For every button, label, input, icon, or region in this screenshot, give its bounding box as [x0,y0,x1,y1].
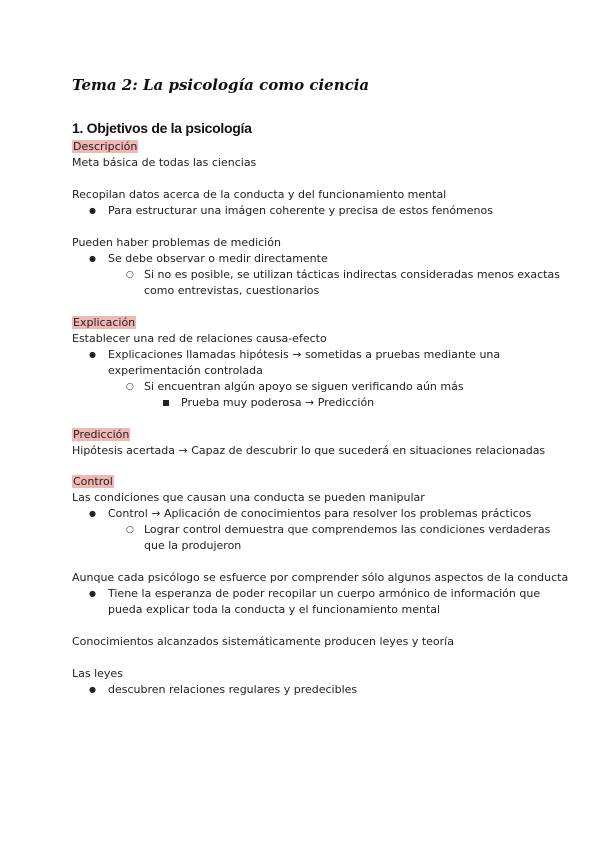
list-item: Tiene la esperanza de poder recopilar un cuerpo armónico de información que [108,587,541,600]
paragraph-line: Recopilan datos acerca de la conducta y del funcionamiento mental [72,188,447,201]
paragraph-line: Meta básica de todas las ciencias [72,156,257,169]
bullet-icon: ● [89,589,96,598]
subheading-control: Control [73,475,113,488]
list-item: Lograr control demuestra que comprendemos las condiciones verdaderas [144,523,551,536]
list-item: Si encuentran algún apoyo se siguen verificando aún más [144,380,464,393]
list-item-continuation: que la produjeron [144,539,242,552]
bullet-icon: ● [89,206,96,215]
list-item: Explicaciones llamadas hipótesis → sometidas a pruebas mediante una [108,348,501,361]
list-item: Si no es posible, se utilizan tácticas indirectas consideradas menos exactas [144,268,560,281]
paragraph-line: Establecer una red de relaciones causa-efecto [72,332,327,345]
list-item: Control → Aplicación de conocimientos para resolver los problemas prácticos [108,507,532,520]
list-item-continuation: experimentación controlada [108,364,263,377]
section-heading: 1. Objetivos de la psicología [72,120,252,136]
paragraph-line: Conocimientos alcanzados sistemáticamente producen leyes y teoría [72,635,454,648]
list-item-continuation: como entrevistas, cuestionarios [144,284,320,297]
bullet-icon: ● [89,254,96,263]
paragraph-line: Pueden haber problemas de medición [72,236,281,249]
paragraph-line: Aunque cada psicólogo se esfuerce por comprender sólo algunos aspectos de la conducta [72,571,569,584]
document-title: Tema 2: La psicología como ciencia [72,76,370,94]
list-item: Para estructurar una imágen coherente y precisa de estos fenómenos [108,204,493,217]
subheading-prediccion: Predicción [73,428,130,441]
list-item: Prueba muy poderosa → Predicción [181,396,375,409]
hollow-bullet-icon: ○ [126,382,134,392]
list-item: Se debe observar o medir directamente [108,252,328,265]
paragraph-line: Las condiciones que causan una conducta se pueden manipular [72,491,425,504]
paragraph-line: Hipótesis acertada → Capaz de descubrir lo que sucederá en situaciones relacionadas [72,444,546,457]
hollow-bullet-icon: ○ [126,270,134,280]
square-bullet-icon [163,400,169,406]
list-item-continuation: pueda explicar toda la conducta y el funcionamiento mental [108,603,441,616]
hollow-bullet-icon: ○ [126,525,134,535]
bullet-icon: ● [89,350,96,359]
subheading-descripcion: Descripción [73,140,138,153]
bullet-icon: ● [89,509,96,518]
bullet-icon: ● [89,685,96,694]
list-item: descubren relaciones regulares y predecibles [108,683,358,696]
subheading-explicacion: Explicación [73,316,136,329]
paragraph-line: Las leyes [72,667,123,680]
